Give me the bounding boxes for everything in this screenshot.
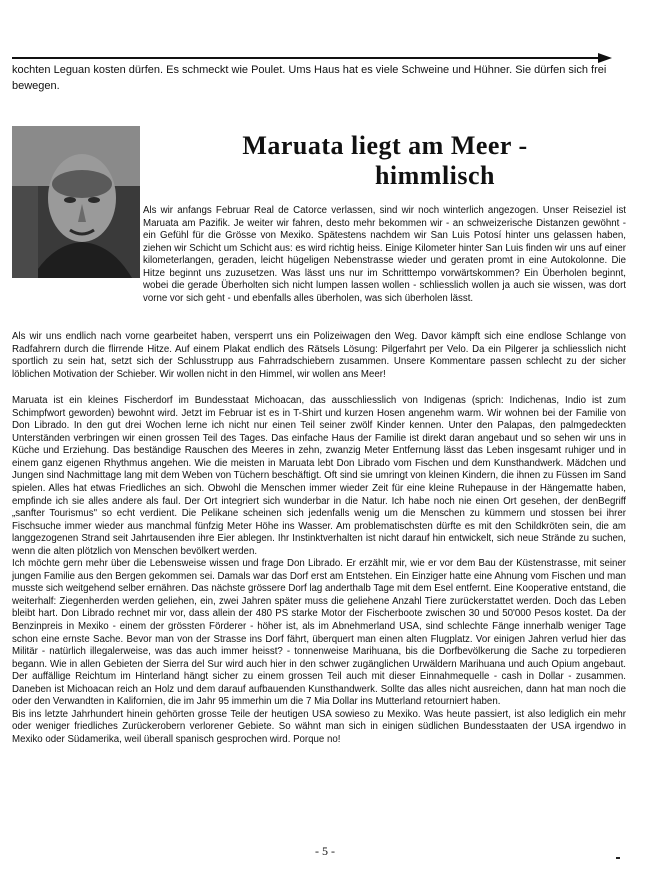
page-number: - 5 - — [315, 844, 335, 858]
title-line-1: Maruata liegt am Meer - — [242, 131, 528, 161]
scan-speck — [616, 857, 620, 859]
intro-text: kochten Leguan kosten dürfen. Es schmeckt wie Poulet. Ums Haus hat es viele Schweine und Hühner. Sie dürfen sich frei bewegen. — [12, 64, 607, 92]
paragraph-3: Ich möchte gern mehr über die Lebensweise wissen und frage Don Librado. Er erzählt mir, wie er vor dem Bau der Küstenstrasse, mit seiner jungen Familie aus den Bergen gekommen sei. Damals war das Dorf erst am Entstehen. Ein Einziger hatte eine Ahnung vom Fischen und man musste sich weitgehend selber ernähren. Das nächste grössere Dorf lag anderthalb Tage mit dem Esel entfernt. Eine Kooperative entstand, die weiterhalf: Ziegenherden werden geliehen, ein, zwei Jahren später muss die geliehene Anzahl Tiere zurückerstattet werden. Doch das Leben bleibt hart. Don Librado rechnet mir vor, dass allein der 480 PS starke Motor der Fischerboote zwischen 30 und 50'000 Pesos kostet. Da der Benzinpreis in Mexiko - einem der grössten Förderer - höher ist, als im Abnehmerland USA, sind schlechte Fänge innerhalb weniger Tage schon eine ernste Sache. Bevor man von der Strasse ins Dorf fährt, überquert man einen alten Flugplatz. Vor einigen Jahren verlud hier das Militär - natürlich illegalerweise, was das auch immer heisst? - tonnenweise Marihuana, bis die Dorfbevölkerung die Sache zu torpedieren begann. Wie in allen Gebieten der Sierra del Sur wird auch hier in den schwer zugänglichen Urwäldern Marihuana und auch Opium angebaut. Der auffällige Reichtum im Hinterland hängt sicher zu einem grossen Teil auch mit dieser Einnahmequelle - cash in Dollar - zusammen. Daneben ist Michoacan reich an Holz und dem darauf aufbauenden Kunsthandwerk. Sollte das alles nicht ausreichen, dann hat man noch die oder den Verwandten in Kalifornien, die im Jahr 95 immerhin um die 7 Mia Dollar ins Mutterland retourniert haben. — [12, 558, 626, 708]
lead-continued: Als wir uns endlich nach vorne gearbeitet haben, versperrt uns ein Polizeiwagen den Weg. Davor kämpft sich eine endlose Schlange von Radfahrern durch die flirrende Hitze. Auf einem Plakat endlich des Rätsels Lösung: Pilgerfahrt per Velo. Da ein Pilgerer ja schliesslich nicht sportlich zu sein hat, setzt sich der Schlusstrupp aus Fahrradschiebern zusammen. Unsere Kommentare passen schlecht zu der sicher löblichen Motivation der Schieber. Wir wollen nicht in den Himmel, wir wollen ans Meer! — [12, 331, 626, 380]
portrait-photo — [12, 126, 140, 278]
lead-paragraph: Als wir anfangs Februar Real de Catorce verlassen, sind wir noch winterlich angezogen. Unser Reiseziel ist Maruata am Pazifik. Je weiter wir fahren, desto mehr bekommen wir - an schweizerische Distanzen gewöhnt - ein Gefühl für die Grösse von Mexiko. Spätestens nachdem wir San Luis Potosí hinter uns gelassen haben, ziehen wir Schicht um Schicht aus: es wird richtig heiss. Einige Kilometer hinter San Luis finden wir uns auf einer kilometerlangen, geraden, leicht hügeligen Nebenstrasse wieder und geraten promt in eine Autokolonne. Die Hitze beginnt uns zuzusetzen. Was lässt uns nur im Schritttempo vorwärtskommen? Ein Überholen beginnt, wobei die gerade Überholten sich nicht lumpen lassen wollen - schliesslich wollen ja auch sie wissen, was dort vorne vor sich geht - und ebenfalls alles überholen, was sich überholen lässt. — [143, 205, 626, 304]
paragraph-4: Bis ins letzte Jahrhundert hinein gehörten grosse Teile der heutigen USA sowieso zu Mexiko. Was heute passiert, ist also lediglich ein mehr oder weniger friedliches Zurückerobern verlorener Gebiete. So wähnt man sich in einigen südlichen Bundesstaaten der USA irgendwo in Mexiko oder Südamerika, weil überall spanisch gesprochen wird. Porque no! — [12, 708, 626, 745]
paragraph-2: Maruata ist ein kleines Fischerdorf im Bundesstaat Michoacan, das ausschliesslich von Indigenas (sprich: Indichenas, Indio ist zum Schimpfwort geworden) bewohnt wird. Jetzt im Februar ist es in T-Shirt und kurzen Hosen angenehm warm. Wir wohnen bei der Familie von Don Librado. In den gut drei Wochen lerne ich nicht nur einen Teil seiner zwölf Kinder kennen. Unter den Palapas, den palmgedeckten Unterständen verbringen wir einen grossen Teil des Tages. Das einfache Haus der Familie ist direkt daran angebaut und so sehen wir uns in Küche und Erziehung. Das beständige Rauschen des Meeres in zehn, zwanzig Meter Entfernung lässt das Leben insgesamt ruhiger und in einem ganz eigenen Rhythmus angehen. Wie die meisten in Maruata lebt Don Librado vom Fischen und dem Kunsthandwerk. Mädchen und Jungen sind Nachmittage lang mit dem Weben von Tüchern beschäftigt. Oft sind sie umringt von kleinen Kindern, die ihnen zu Füssen im Sand spielen. Alles hat etwas Friedliches an sich. Obwohl die Menschen immer wieder Zeit für eine kleine Ruhepause in der Hängematte haben, empfinde ich sie alles andere als faul. Der Ort integriert sich wunderbar in die Natur. Ich habe noch nie einen Ort gesehen, der denBegriff „sanfter Tourismus" so echt verdient. Die Pelikane scheinen sich jedenfalls wenig um die Menschen zu kümmern und stossen bei ihrer Fischsuche immer wieder aus manchmal fünfzig Meter Höhe ins Wasser. Am problematischsten dürfte es mit den Schildkröten sein, die am langgezogenen Strand seit Jahrtausenden ihre Eier ablegen. Ihr Instinktverhalten ist nicht darauf hin entwickelt, sich neue Strände zu suchen, wenn die alten plötzlich von Menschen bevölkert werden. — [12, 395, 626, 557]
title-line-2: himmlisch — [374, 161, 496, 191]
article-body — [12, 331, 626, 747]
article-title — [150, 131, 620, 191]
